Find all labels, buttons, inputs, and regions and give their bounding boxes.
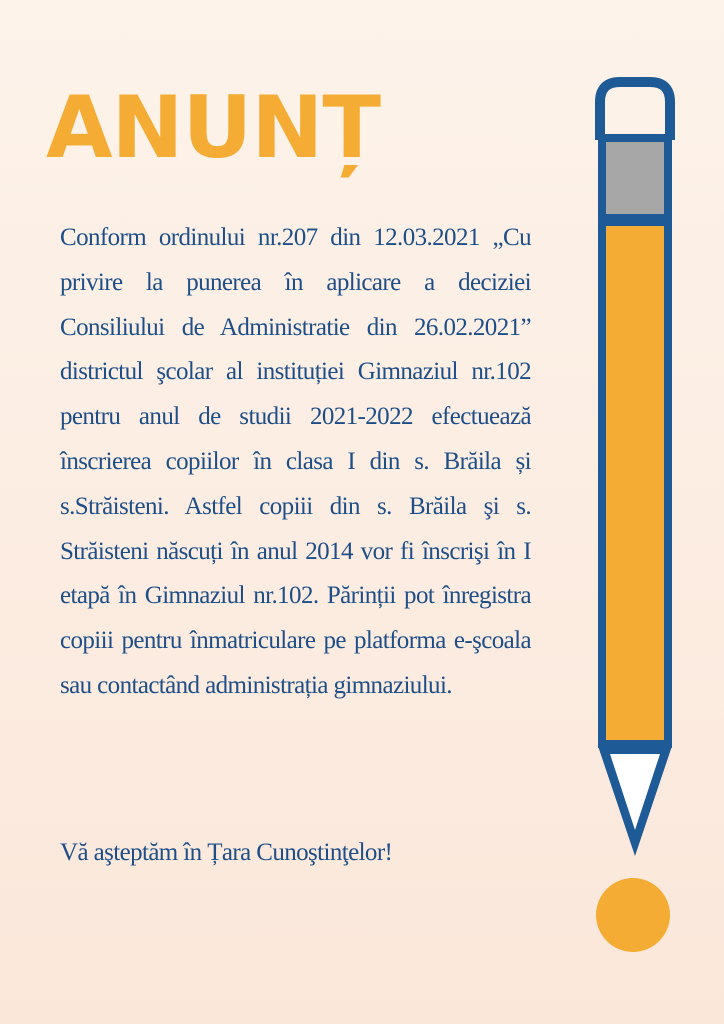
dot-icon <box>596 878 670 952</box>
announcement-text: Conform ordinului nr.207 din 12.03.2021 „Cu privire la punerea în aplicare a deciziei Consiliului de Administratie din 26.02.2021” districtul şcolar al instituției Gimnaziul nr.102 pentru anul de studii 2021-2022 efectuează înscrierea copiilor în clasa I din s. Brăila și s.Străisteni. Astfel copiii din s. Brăila şi s. Străisteni născuți în anul 2014 vor fi înscrişi în I etapă în Gimnaziul nr.102. Părinții pot înregistra copiii pentru înmatriculare pe platforma e-şcoala sau contactând administrația gimnaziului. <box>60 224 531 699</box>
page-title: ANUNȚ <box>46 78 381 178</box>
pencil-exclamation-icon <box>590 74 690 954</box>
pencil-icon <box>598 82 672 856</box>
closing-text: Vă aşteptăm în Țara Cunoştinţelor! <box>60 839 393 866</box>
